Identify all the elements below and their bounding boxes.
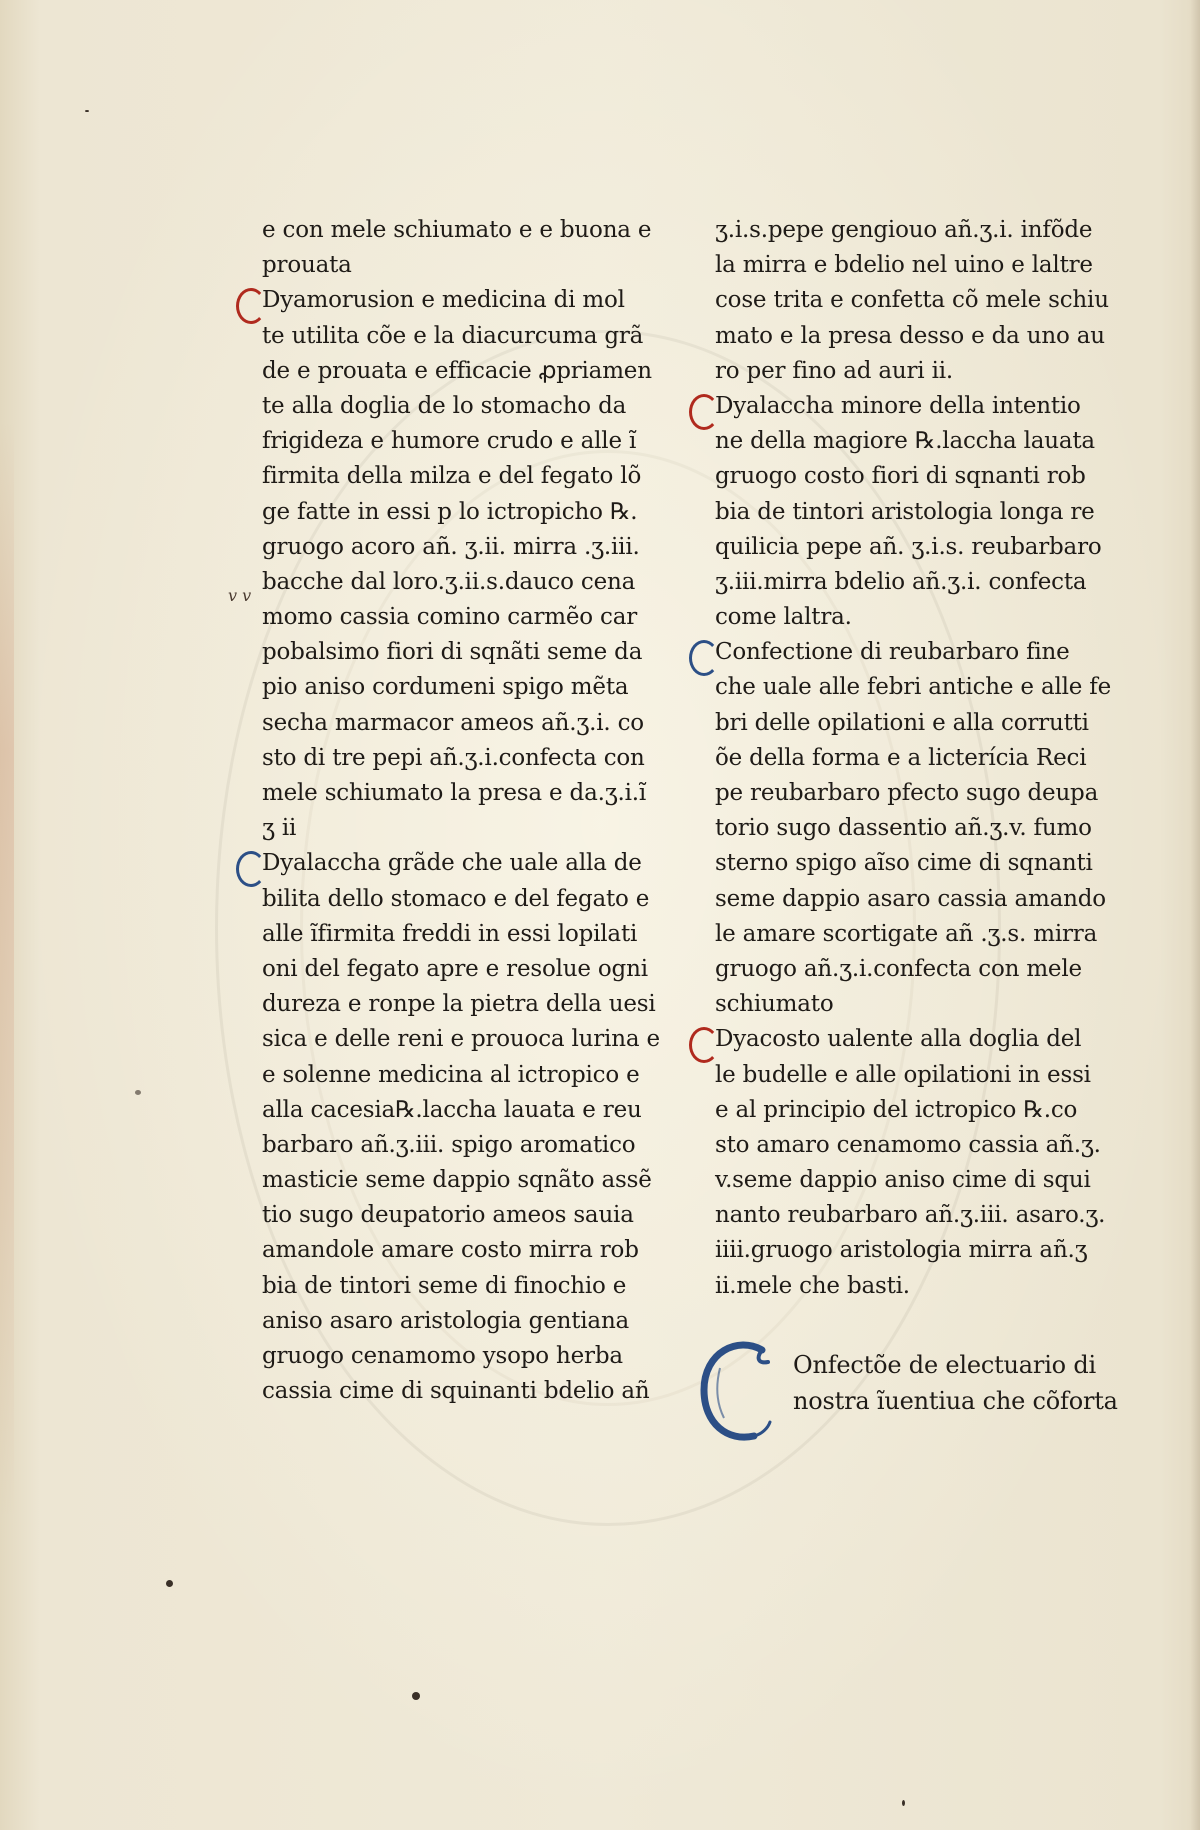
- text-line: momo cassia comino carmẽo car: [262, 604, 638, 631]
- text-line: iiii.gruogo aristologia mirra añ.ʒ: [715, 1237, 1088, 1264]
- rubricated-initial-red: [715, 1022, 1081, 1057]
- text-line: ro per fino ad auri ii.: [715, 357, 953, 384]
- text-line: quilicia pepe añ. ʒ.i.s. reubarbaro: [715, 533, 1102, 560]
- text-line: [715, 1022, 1120, 1057]
- text-line: bacche dal loro.ʒ.ii.s.dauco cena: [262, 568, 636, 595]
- text-line-label: Confectione di reubarbaro fine: [715, 639, 1070, 666]
- text-line: [262, 846, 667, 881]
- right-edge-shadow: [1190, 0, 1200, 1830]
- text-line: bia de tintori aristologia longa re: [715, 498, 1095, 525]
- rubricated-initial-red: [715, 389, 1081, 424]
- right-column: [715, 213, 1120, 1304]
- text-line: sterno spigo aĩso cime di sqnanti: [715, 850, 1093, 877]
- final-paragraph: [793, 1347, 1123, 1419]
- text-line: sto di tre pepi añ.ʒ.i.confecta con: [262, 744, 645, 771]
- margin-note: v v: [228, 586, 252, 605]
- text-line: firmita della milza e del fegato lõ: [262, 463, 642, 490]
- text-line-label: Dyamorusion e medicina di mol: [262, 287, 625, 314]
- text-line: v.seme dappio aniso cime di squi: [715, 1167, 1091, 1194]
- text-line: barbaro añ.ʒ.iii. spigo aromatico: [262, 1131, 636, 1158]
- text-line: bri delle opilationi e alla corrutti: [715, 709, 1089, 736]
- text-line: nanto reubarbaro añ.ʒ.iii. asaro.ʒ.: [715, 1202, 1106, 1229]
- text-line: amandole amare costo mirra rob: [262, 1237, 639, 1264]
- text-line-label: Dyalaccha grãde che uale alla de: [262, 850, 642, 877]
- text-line: pio aniso cordumeni spigo mẽta: [262, 674, 629, 701]
- text-line: te utilita cõe e la diacurcuma grã: [262, 322, 644, 349]
- text-line: come laltra.: [715, 604, 852, 631]
- text-line: gruogo cenamomo ysopo herba: [262, 1343, 623, 1369]
- decorated-initial-c-icon: [698, 1338, 774, 1448]
- text-line: ʒ.iii.mirra bdelio añ.ʒ.i. confecta: [715, 568, 1087, 595]
- text-line: tio sugo deupatorio ameos sauia: [262, 1202, 634, 1229]
- text-line: ʒ.i.s.pepe gengiouo añ.ʒ.i. infõde: [715, 217, 1093, 243]
- text-line: nostra ĩuentiua che cõforta: [793, 1387, 1118, 1415]
- text-line: [262, 283, 667, 318]
- text-line: seme dappio asaro cassia amando: [715, 885, 1106, 912]
- text-line: alle ĩfirmita freddi in essi lopilati: [262, 920, 638, 947]
- text-line: e al principio del ictropico ℞.co: [715, 1096, 1078, 1123]
- text-line: bilita dello stomaco e del fegato e: [262, 885, 650, 912]
- speck: [902, 1800, 905, 1806]
- text-line: te alla doglia de lo stomacho da: [262, 392, 627, 419]
- text-line: sica e delle reni e prouoca lurina e: [262, 1026, 660, 1053]
- text-line: prouata: [262, 252, 352, 279]
- text-line: le amare scortigate añ .ʒ.s. mirra: [715, 920, 1098, 947]
- speck: [166, 1580, 173, 1587]
- text-line: secha marmacor ameos añ.ʒ.i. co: [262, 709, 644, 736]
- text-line: de e prouata e efficacie ꝓpriamen: [262, 357, 652, 384]
- text-line: le budelle e alle opilationi in essi: [715, 1061, 1091, 1088]
- text-line: sto amaro cenamomo cassia añ.ʒ.: [715, 1131, 1101, 1158]
- text-line: gruogo añ.ʒ.i.confecta con mele: [715, 955, 1082, 982]
- text-line-label: Dyalaccha minore della intentio: [715, 392, 1081, 419]
- text-line: aniso asaro aristologia gentiana: [262, 1307, 630, 1334]
- text-line: alla cacesia℞.laccha lauata e reu: [262, 1096, 642, 1123]
- text-line: cose trita e confetta cõ mele schiu: [715, 287, 1109, 314]
- text-line: [715, 389, 1120, 424]
- text-line: mele schiumato la presa e da.ʒ.i.ĩ: [262, 780, 647, 806]
- text-line: la mirra e bdelio nel uino e laltre: [715, 252, 1093, 279]
- text-line: [715, 635, 1120, 670]
- text-line: e con mele schiumato e e buona e: [262, 217, 652, 243]
- text-line: frigideza e humore crudo e alle ĩ: [262, 428, 637, 455]
- text-line: pobalsimo fiori di sqnãti seme da: [262, 639, 643, 666]
- speck: [85, 110, 89, 112]
- text-line-label: Dyacosto ualente alla doglia del: [715, 1026, 1082, 1053]
- text-line: dureza e ronpe la pietra della uesi: [262, 991, 656, 1018]
- text-line: che uale alle febri antiche e alle fe: [715, 674, 1112, 701]
- text-line: gruogo costo fiori di sqnanti rob: [715, 463, 1086, 490]
- text-line: mato e la presa desso e da uno au: [715, 322, 1105, 349]
- text-line: oni del fegato apre e resolue ogni: [262, 955, 648, 982]
- text-line: ii.mele che basti.: [715, 1272, 910, 1299]
- speck: [412, 1692, 420, 1700]
- text-line: masticie seme dappio sqnãto assẽ: [262, 1167, 652, 1194]
- text-line: ge fatte in essi p lo ictropicho ℞.: [262, 498, 638, 525]
- text-line: schiumato: [715, 991, 834, 1018]
- left-edge-stain: [0, 420, 14, 1520]
- left-column: [262, 213, 667, 1409]
- text-line: õe della forma e a licterícia Reci: [715, 744, 1087, 771]
- speck: [135, 1090, 141, 1095]
- text-line: ne della magiore ℞.laccha lauata: [715, 428, 1095, 455]
- text-line: pe reubarbaro pfecto sugo deupa: [715, 780, 1099, 806]
- text-line: cassia cime di squinanti bdelio añ: [262, 1378, 650, 1405]
- text-line: gruogo acoro añ. ʒ.ii. mirra .ʒ.iii.: [262, 533, 640, 560]
- text-line: ʒ ii: [262, 815, 297, 842]
- text-line: Onfectõe de electuario di: [793, 1351, 1096, 1379]
- rubricated-initial-blue: [262, 846, 642, 881]
- rubricated-initial-red: [262, 283, 625, 318]
- text-line: torio sugo dassentio añ.ʒ.v. fumo: [715, 815, 1092, 842]
- text-line: e solenne medicina al ictropico e: [262, 1061, 640, 1088]
- text-line: bia de tintori seme di finochio e: [262, 1272, 627, 1299]
- rubricated-initial-blue: [715, 635, 1070, 670]
